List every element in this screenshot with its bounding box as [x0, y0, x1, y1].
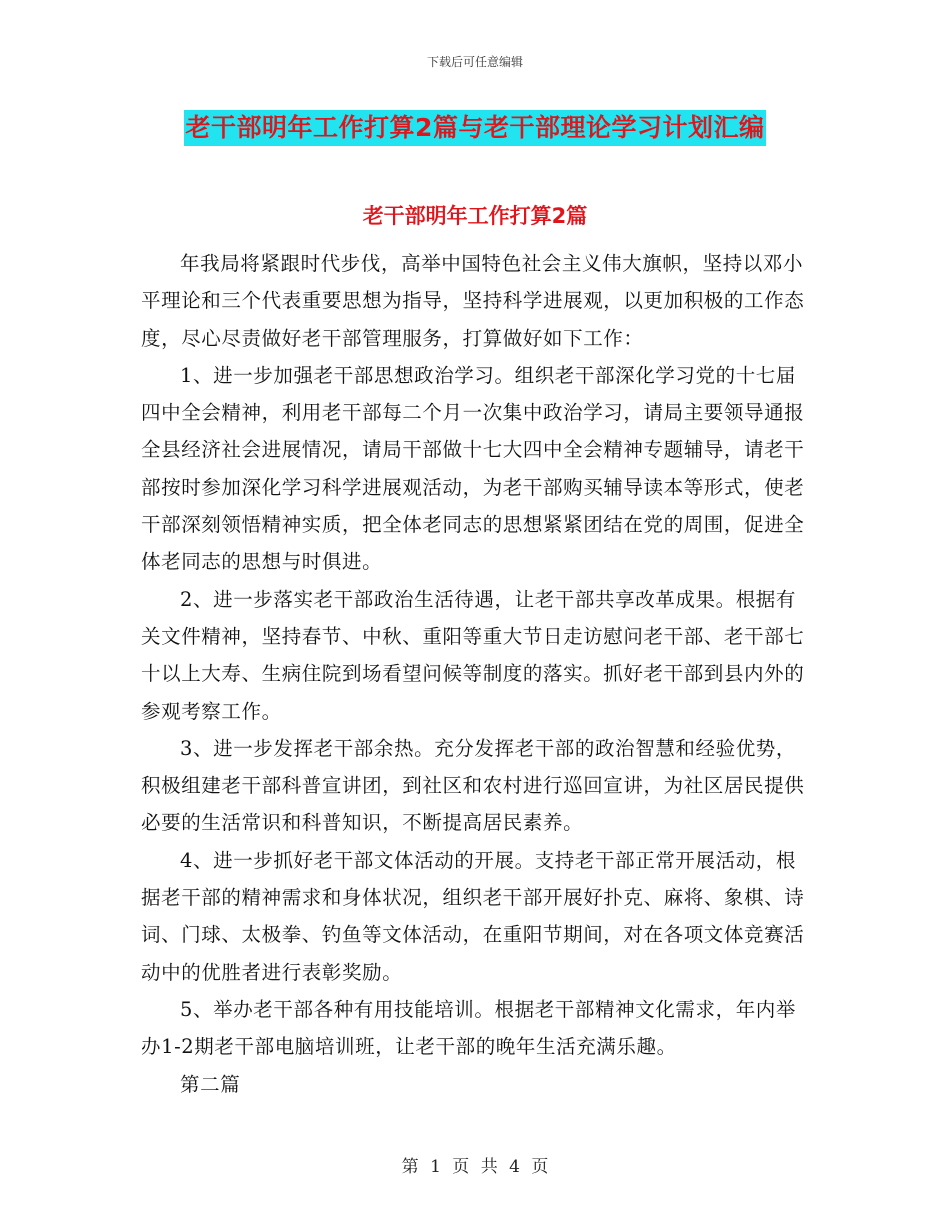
document-title: 老干部明年工作打算2篇与老干部理论学习计划汇编: [184, 110, 767, 146]
document-body: [141, 245, 813, 1103]
paragraph-second-part: 第二篇: [180, 1072, 241, 1096]
main-title-container: [0, 110, 950, 146]
header-note: 下载后可任意编辑: [426, 55, 523, 69]
paragraph-item-2: 2、进一步落实老干部政治生活待遇，让老干部共享改革成果。根据有关文件精神，坚持春节、中秋、重阳等重大节日走访慰问老干部、老干部七十以上大寿、生病住院到场看望问候等制度的落实。抓好老干部到县内外的参观考察工作。: [141, 587, 805, 723]
paragraph-item-5: 5、举办老干部各种有用技能培训。根据老干部精神文化需求，年内举办1-2期老干部电脑培训班，让老干部的晚年生活充满乐趣。: [141, 997, 797, 1059]
section-title: 老干部明年工作打算2篇: [362, 204, 588, 228]
paragraph-item-1: 1、进一步加强老干部思想政治学习。组织老干部深化学习党的十七届四中全会精神，利用老干部每二个月一次集中政治学习，请局主要领导通报全县经济社会进展情况，请局干部做十七大四中全会精神专题辅导，请老干部按时参加深化学习科学进展观活动，为老干部购买辅导读本等形式，使老干部深刻领悟精神实质，把全体老同志的思想紧紧团结在党的周围，促进全体老同志的思想与时俱进。: [141, 363, 805, 574]
paragraph-item-4: 4、进一步抓好老干部文体活动的开展。支持老干部正常开展活动，根据老干部的精神需求和身体状况，组织老干部开展好扑克、麻将、象棋、诗词、门球、太极拳、钓鱼等文体活动，在重阳节期间，对在各项文体竞赛活动中的优胜者进行表彰奖励。: [141, 848, 805, 984]
paragraph-item-3: 3、进一步发挥老干部余热。充分发挥老干部的政治智慧和经验优势，积极组建老干部科普宣讲团，到社区和农村进行巡回宣讲，为社区居民提供必要的生活常识和科普知识，不断提高居民素养。: [141, 736, 805, 835]
page-footer: 第 1 页 共 4 页: [401, 1157, 549, 1177]
paragraph-intro: 年我局将紧跟时代步伐，高举中国特色社会主义伟大旗帜，坚持以邓小平理论和三个代表重要思想为指导，坚持科学进展观，以更加积极的工作态度，尽心尽责做好老干部管理服务，打算做好如下工作：: [141, 252, 805, 350]
